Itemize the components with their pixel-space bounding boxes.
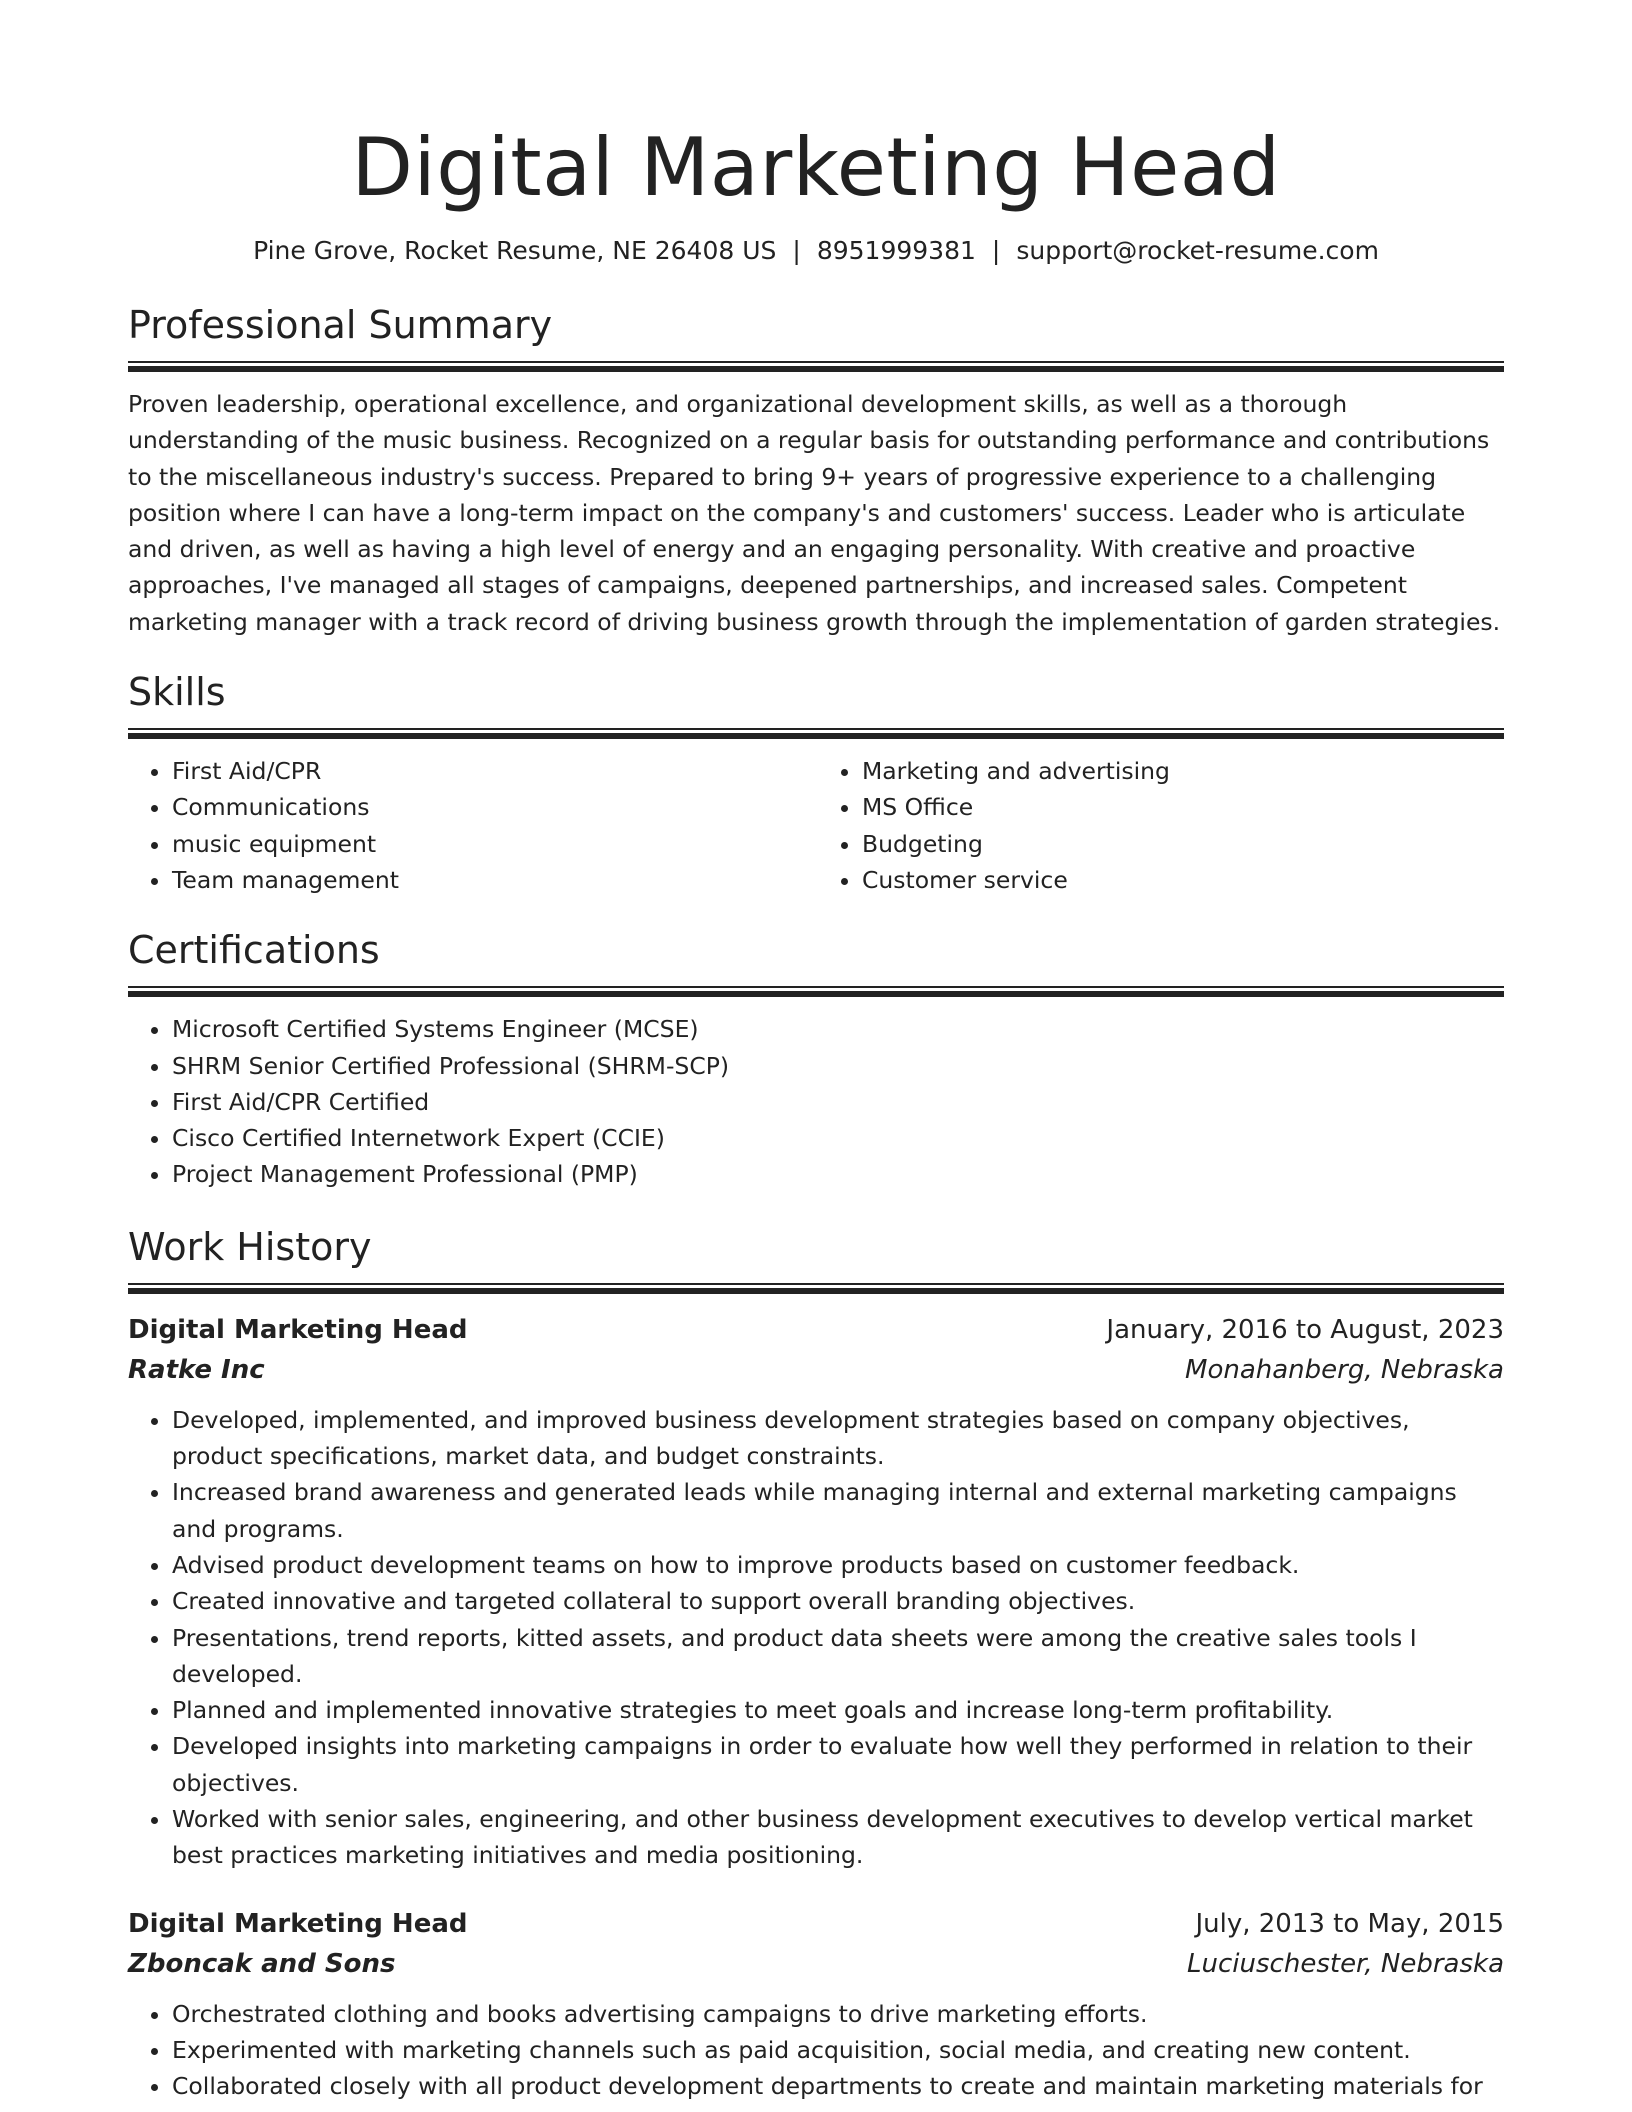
job-company: Ratke Inc xyxy=(128,1354,265,1385)
job-location: Monahanberg, Nebraska xyxy=(1185,1354,1504,1385)
contact-separator: | xyxy=(991,236,1001,265)
section-divider xyxy=(128,1283,1504,1294)
work-history-section xyxy=(128,1223,1504,2105)
certifications-section xyxy=(128,926,1504,1192)
job-title: Digital Marketing Head xyxy=(128,1314,468,1345)
section-divider xyxy=(128,986,1504,997)
certification-item: • First Aid/CPR Certified xyxy=(172,1084,1504,1120)
section-title-certifications: Certifications xyxy=(128,928,380,973)
skills-column-right xyxy=(814,753,1504,898)
summary-section xyxy=(128,301,1504,640)
summary-text: Proven leadership, operational excellence, and organizational development skills, as well as a thorough understanding of the music business. Recognized on a regular basis for outstanding performance and contributions to the miscellaneous industry's success. Prepared to bring 9+ years of progressive experience to a challenging position where I can have a long-term impact on the company's and customers' success. Leader who is articulate and driven, as well as having a high level of energy and an engaging personality. With creative and proactive approaches, I've managed all stages of campaigns, deepened partnerships, and increased sales. Competent marketing manager with a track record of driving business growth through the implementation of garden strategies. xyxy=(128,390,1501,636)
job-header-row xyxy=(128,1904,1504,1944)
skill-item: • music equipment xyxy=(172,826,814,862)
skill-item: • Marketing and advertising xyxy=(862,753,1504,789)
job-title: Digital Marketing Head xyxy=(128,1908,468,1939)
responsibility-item: • Developed, implemented, and improved business development strategies based on company objectives, product specifications, market data, and budget constraints. xyxy=(172,1402,1504,1475)
responsibility-item: • Worked with senior sales, engineering, and other business development executives to develop vertical market best practices marketing initiatives and media positioning. xyxy=(172,1801,1504,1874)
skills-list-right xyxy=(818,753,1504,898)
responsibility-item: • Collaborated closely with all product development departments to create and maintain marketing materials for xyxy=(172,2068,1504,2104)
contact-address: Pine Grove, Rocket Resume, NE 26408 US xyxy=(253,236,777,265)
certification-item: • Cisco Certified Internetwork Expert (CCIE) xyxy=(172,1120,1504,1156)
skill-item: • Communications xyxy=(172,789,814,825)
skill-item: • Customer service xyxy=(862,862,1504,898)
section-divider xyxy=(128,361,1504,372)
skills-section xyxy=(128,668,1504,898)
job-dates: July, 2013 to May, 2015 xyxy=(1195,1908,1504,1939)
certification-item: • Microsoft Certified Systems Engineer (MCSE) xyxy=(172,1011,1504,1047)
responsibility-item: • Orchestrated clothing and books advertising campaigns to drive marketing efforts. xyxy=(172,1996,1504,2032)
job-entry xyxy=(128,1904,1504,2105)
job-entry xyxy=(128,1310,1504,1874)
resume-page xyxy=(128,118,1504,2105)
skills-column-left xyxy=(128,753,814,898)
contact-email: support@rocket-resume.com xyxy=(1016,236,1379,265)
skill-item: • MS Office xyxy=(862,789,1504,825)
section-title-work-history: Work History xyxy=(128,1224,372,1269)
contact-separator: | xyxy=(792,236,801,265)
section-title-skills: Skills xyxy=(128,670,226,715)
job-header-row xyxy=(128,1310,1504,1350)
certification-item: • SHRM Senior Certified Professional (SHRM-SCP) xyxy=(172,1048,1504,1084)
job-responsibilities xyxy=(128,1402,1504,1874)
certification-item: • Project Management Professional (PMP) xyxy=(172,1156,1504,1192)
contact-phone: 8951999381 xyxy=(816,236,976,265)
job-location: Luciuschester, Nebraska xyxy=(1187,1948,1504,1979)
job-responsibilities xyxy=(128,1996,1504,2105)
responsibility-item: • Created innovative and targeted collateral to support overall branding objectives. xyxy=(172,1583,1504,1619)
skill-item: • First Aid/CPR xyxy=(172,753,814,789)
job-dates: January, 2016 to August, 2023 xyxy=(1106,1314,1504,1345)
responsibility-item: • Increased brand awareness and generated leads while managing internal and external marketing campaigns and programs. xyxy=(172,1474,1504,1547)
section-title-summary: Professional Summary xyxy=(128,303,553,347)
responsibility-item: • Presentations, trend reports, kitted assets, and product data sheets were among the creative sales tools I developed. xyxy=(172,1620,1504,1693)
skills-list-left xyxy=(128,753,814,898)
section-divider xyxy=(128,728,1504,739)
contact-line xyxy=(128,234,1504,268)
responsibility-item: • Developed insights into marketing campaigns in order to evaluate how well they performed in relation to their objectives. xyxy=(172,1728,1504,1801)
responsibility-item: • Experimented with marketing channels such as paid acquisition, social media, and creating new content. xyxy=(172,2032,1504,2068)
responsibility-item: • Advised product development teams on how to improve products based on customer feedback. xyxy=(172,1547,1504,1583)
skill-item: • Budgeting xyxy=(862,826,1504,862)
skills-columns xyxy=(128,753,1504,898)
job-company-row xyxy=(128,1944,1504,1984)
resume-name: Digital Marketing Head xyxy=(351,121,1281,214)
job-company: Zboncak and Sons xyxy=(128,1948,396,1979)
certifications-list xyxy=(128,1011,1504,1192)
job-company-row xyxy=(128,1350,1504,1390)
skill-item: • Team management xyxy=(172,862,814,898)
responsibility-item: • Planned and implemented innovative strategies to meet goals and increase long-term profitability. xyxy=(172,1692,1504,1728)
